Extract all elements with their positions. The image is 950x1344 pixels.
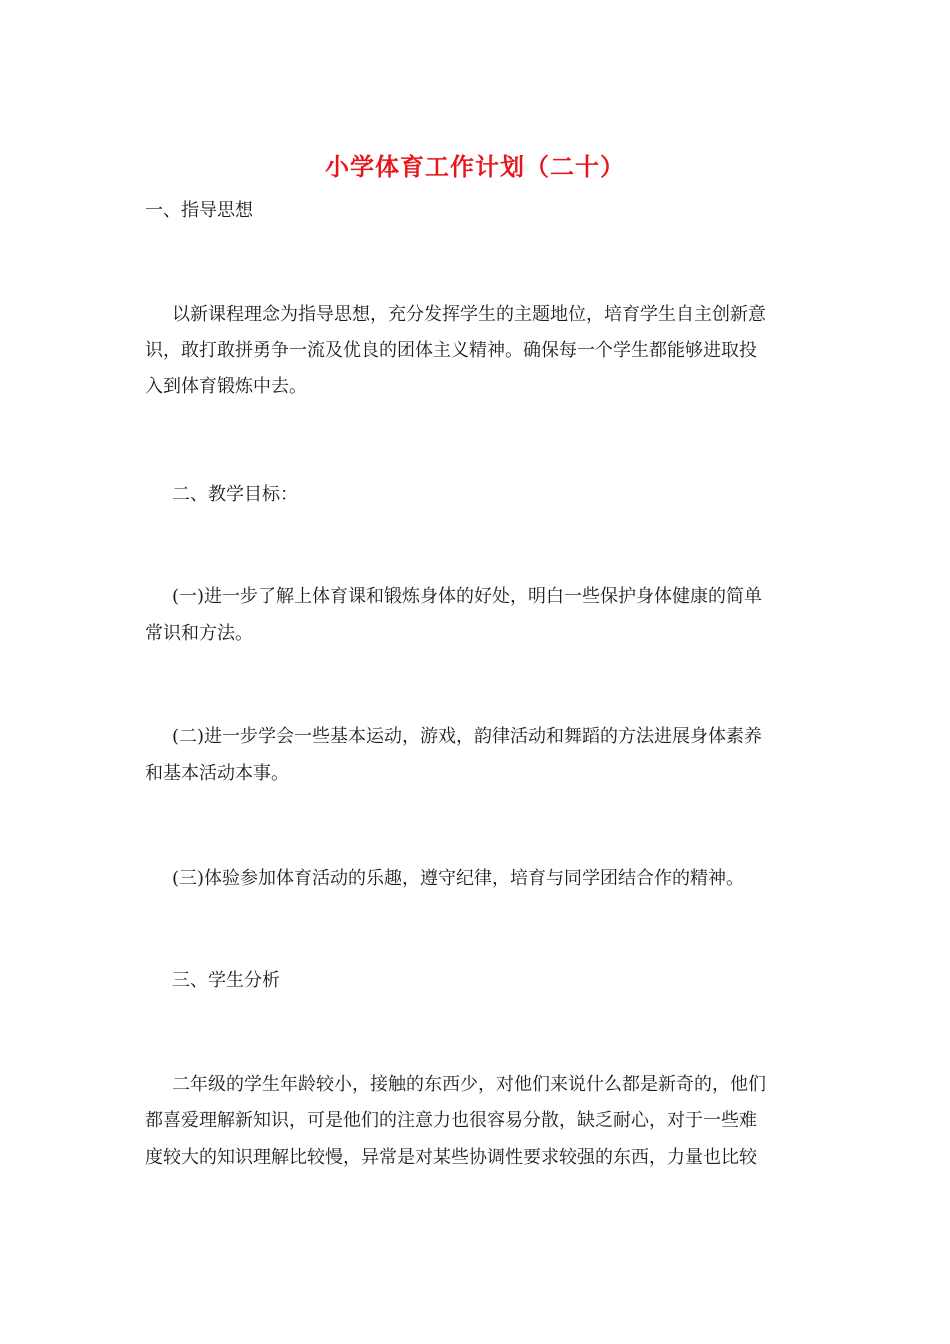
- paragraph-line: 二年级的学生年龄较小，接触的东西少，对他们来说什么都是新奇的，他们: [172, 1074, 766, 1095]
- paragraph-line: 识，敢打敢拼勇争一流及优良的团体主义精神。确保每一个学生都能够进取投: [145, 340, 757, 361]
- heading-student-analysis: 三、学生分析: [172, 970, 280, 991]
- paragraph-line: 和基本活动本事。: [145, 763, 289, 784]
- document-title: 小学体育工作计划（二十）: [325, 152, 625, 181]
- paragraph-line: 常识和方法。: [145, 623, 253, 644]
- paragraph-line: (二)进一步学会一些基本运动，游戏，韵律活动和舞蹈的方法进展身体素养: [172, 726, 763, 747]
- paragraph-line: (三)体验参加体育活动的乐趣，遵守纪律，培育与同学团结合作的精神。: [172, 868, 745, 889]
- paragraph-line: 度较大的知识理解比较慢，异常是对某些协调性要求较强的东西，力量也比较: [145, 1147, 757, 1168]
- paragraph-line: 入到体育锻炼中去。: [145, 376, 307, 397]
- paragraph-line: 都喜爱理解新知识，可是他们的注意力也很容易分散，缺乏耐心，对于一些难: [145, 1110, 757, 1131]
- paragraph-line: (一)进一步了解上体育课和锻炼身体的好处，明白一些保护身体健康的简单: [172, 586, 763, 607]
- heading-guiding-ideology: 一、指导思想: [145, 200, 253, 221]
- paragraph-line: 以新课程理念为指导思想，充分发挥学生的主题地位，培育学生自主创新意: [172, 304, 766, 325]
- heading-teaching-goals: 二、教学目标：: [172, 484, 298, 505]
